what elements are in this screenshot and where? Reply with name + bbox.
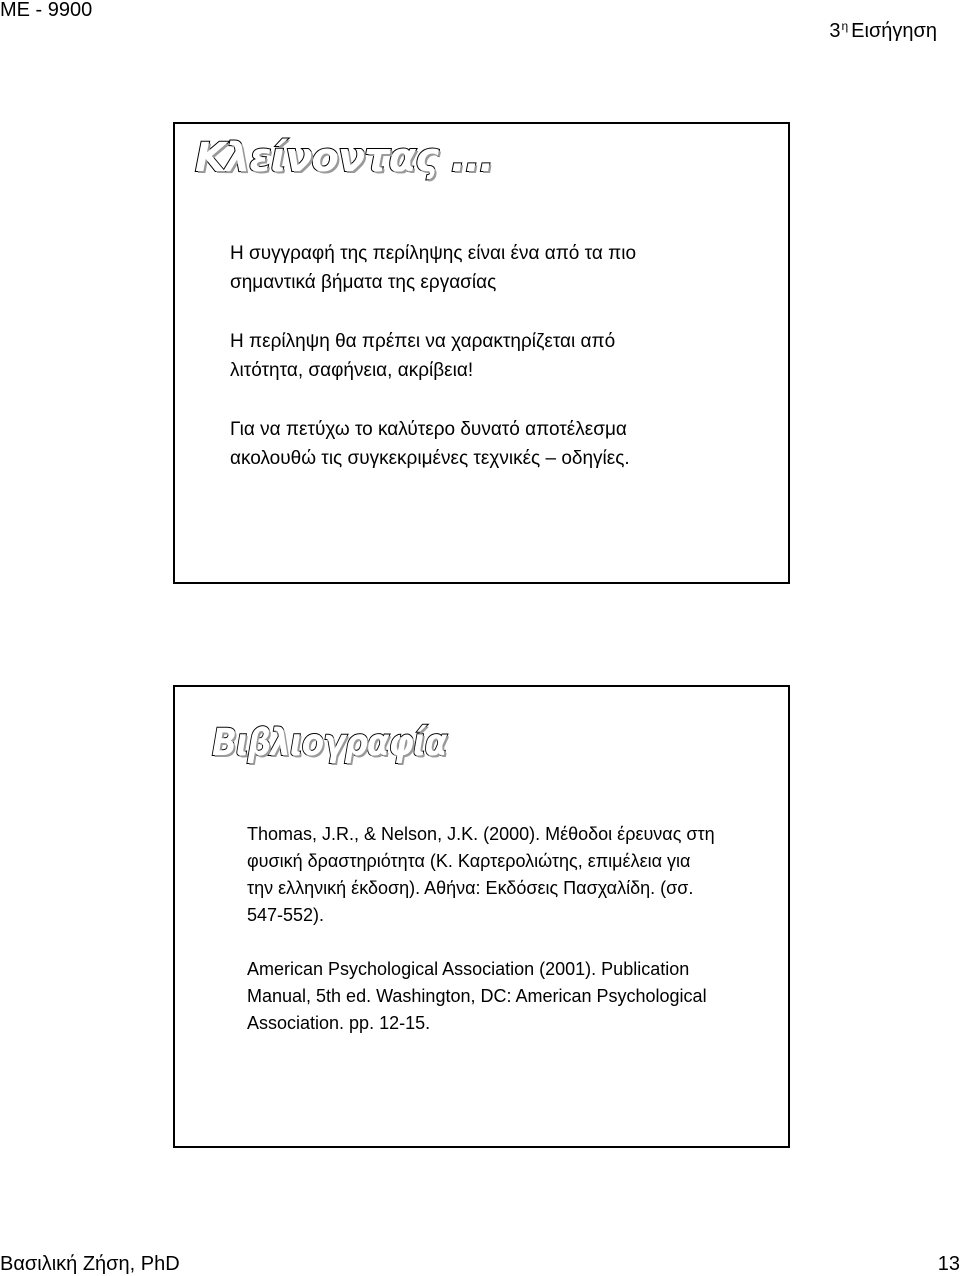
slide-closing bbox=[173, 122, 790, 584]
slide-bibliography-title: Βιβλιογραφία bbox=[212, 721, 447, 764]
closing-paragraph bbox=[230, 327, 770, 385]
reference-line: American Psychological Association (2001). Publication bbox=[247, 959, 690, 979]
slide-closing-title: Κλείνοντας ... bbox=[195, 135, 494, 181]
closing-paragraph-line: Η περίληψη θα πρέπει να χαρακτηρίζεται από bbox=[230, 331, 616, 352]
lecture-number bbox=[829, 14, 937, 43]
course-code: ΜΕ - 9900 bbox=[0, 0, 93, 21]
closing-paragraph bbox=[230, 239, 770, 297]
reference-entry bbox=[247, 821, 777, 929]
closing-paragraph-line: Η συγγραφή της περίληψης είναι ένα από τα πιο bbox=[230, 243, 637, 264]
footer-author: Βασιλική Ζήση, PhD bbox=[0, 1253, 180, 1275]
lecture-label: Εισήγηση bbox=[851, 20, 937, 42]
reference-line: Manual, 5th ed. Washington, DC: American Psychological bbox=[247, 986, 707, 1006]
lecture-number-superscript: η bbox=[841, 19, 849, 33]
reference-line: Association. pp. 12-15. bbox=[247, 1013, 431, 1033]
slide-bibliography bbox=[173, 685, 790, 1148]
closing-paragraph bbox=[230, 415, 770, 473]
closing-paragraph-line: λιτότητα, σαφήνεια, ακρίβεια! bbox=[230, 360, 474, 381]
slide-closing-body bbox=[230, 239, 770, 503]
lecture-number-digit: 3 bbox=[829, 20, 841, 42]
reference-line: Thomas, J.R., & Nelson, J.K. (2000). Μέθοδοι έρευνας στη bbox=[247, 824, 715, 844]
reference-entry bbox=[247, 956, 777, 1037]
reference-line: 547-552). bbox=[247, 905, 325, 925]
page-number: 13 bbox=[937, 1253, 960, 1275]
slide-bibliography-body bbox=[247, 821, 777, 1064]
reference-line: την ελληνική έκδοση). Αθήνα: Εκδόσεις Πασχαλίδη. (σσ. bbox=[247, 878, 694, 898]
closing-paragraph-line: σημαντικά βήματα της εργασίας bbox=[230, 272, 497, 293]
closing-paragraph-line: Για να πετύχω το καλύτερο δυνατό αποτέλεσμα bbox=[230, 419, 627, 440]
closing-paragraph-line: ακολουθώ τις συγκεκριμένες τεχνικές – οδηγίες. bbox=[230, 448, 630, 469]
reference-line: φυσική δραστηριότητα (Κ. Καρτερολιώτης, επιμέλεια για bbox=[247, 851, 691, 871]
